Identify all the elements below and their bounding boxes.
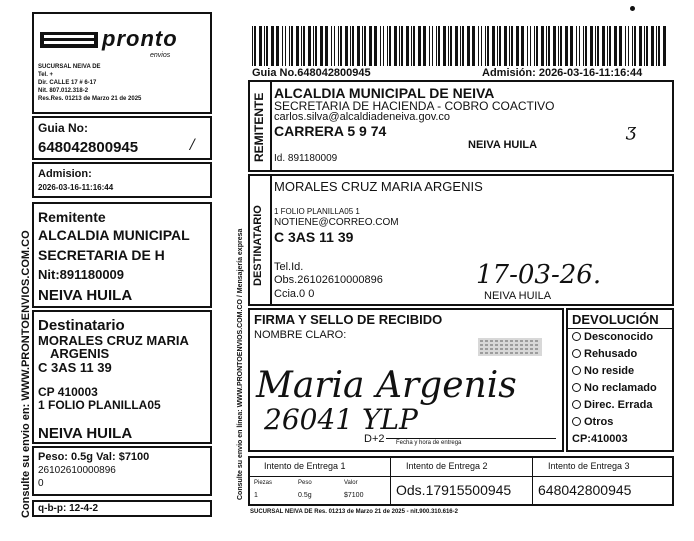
stub-sender-line1: ALCALDIA MUNICIPAL (38, 227, 190, 243)
signature-date-line (386, 438, 556, 439)
signature-name-label: NOMBRE CLARO: (254, 329, 347, 341)
attempt-1: Intento de Entrega 1 (264, 461, 346, 471)
ods-number: Ods.17915500945 (396, 482, 512, 498)
main-admission-line: Admisión: 2026-03-16-11:16:44 (482, 67, 643, 79)
stub-weight-zero: 0 (38, 478, 44, 489)
pieces-header-1: Peso (298, 480, 312, 486)
sender-city: NEIVA HUILA (468, 139, 538, 151)
devolution-divider (568, 328, 672, 329)
main-recipient-box (248, 174, 674, 306)
stub-recipient-box (32, 310, 212, 444)
branch-line3: Dir. CALLE 17 # 6-17 (38, 80, 97, 86)
devolution-option-no-reclamado[interactable]: No reclamado (572, 383, 657, 394)
attempts-divider-1 (390, 458, 391, 504)
sender-handwritten-mark: ʒ (626, 120, 637, 141)
recipient-address: C 3AS 11 39 (274, 229, 354, 245)
stub-recipient-name2: ARGENIS (50, 346, 110, 361)
branch-line2: Tel. + (38, 72, 54, 78)
recipient-name: MORALES CRUZ MARIA ARGENIS (274, 179, 483, 194)
speck-dot (630, 6, 635, 11)
attempt-3: Intento de Entrega 3 (548, 461, 630, 471)
stub-weight-code: 26102610000896 (38, 465, 116, 476)
stub-recipient-folio: 1 FOLIO PLANILLA05 (38, 398, 161, 412)
signature-hand-line1: Maria Argenis (256, 365, 517, 406)
sender-email: carlos.silva@alcaldiadeneiva.gov.co (274, 111, 451, 123)
stub-recipient-address: C 3AS 11 39 (38, 360, 112, 375)
stub-admission-box (32, 162, 212, 198)
pieces-value-0: 1 (254, 492, 258, 499)
stub-weight-box (32, 446, 212, 496)
recipient-city: NEIVA HUILA (484, 290, 552, 302)
signature-title: FIRMA Y SELLO DE RECIBIDO (254, 312, 443, 327)
main-guide-line: Guia No.648042800945 (252, 67, 371, 79)
signature-hand-line2: 26041 YLP (264, 403, 418, 436)
signature-d2: D+2 (364, 433, 385, 445)
stub-recipient-city: NEIVA HUILA (38, 425, 133, 442)
stub-recipient-label: Destinatario (38, 317, 125, 334)
devolution-option-desconocido[interactable]: Desconocido (572, 332, 653, 343)
stub-guide-number: 648042800945 (38, 139, 139, 156)
devolution-cp: CP:410003 (572, 433, 628, 445)
logo-subtext: envios (150, 52, 171, 59)
branch-line1: SUCURSAL NEIVA DE (38, 64, 101, 70)
stub-handwritten-mark: / (190, 137, 195, 153)
recipient-tel: Tel.Id. (274, 261, 304, 273)
attempts-h-divider (250, 476, 672, 477)
attempt-2: Intento de Entrega 2 (406, 461, 488, 471)
sender-side-label: REMITENTE (252, 92, 266, 162)
attempts-box (248, 456, 674, 506)
stub-footer: q-b-p: 12-4-2 (38, 503, 98, 514)
stub-footer-box (32, 500, 212, 517)
stub-sender-city: NEIVA HUILA (38, 287, 133, 304)
pieces-value-1: 0.5g (298, 492, 312, 499)
recipient-email: NOTIENE@CORREO.COM (274, 217, 399, 228)
main-sender-box (248, 80, 674, 172)
stub-sender-nit: Nit:891180009 (38, 267, 125, 282)
pieces-header-0: Piezas (254, 480, 273, 486)
recipient-side-label: DESTINATARIO (252, 205, 264, 286)
sender-address: CARRERA 5 9 74 (274, 123, 387, 139)
recipient-folio: 1 FOLIO PLANILLA05 1 (274, 207, 360, 216)
recipient-ccia: Ccia.0 0 (274, 288, 315, 300)
signature-box (248, 308, 564, 452)
stub-guide-box (32, 116, 212, 160)
stub-sender-label: Remitente (38, 209, 106, 225)
stub-sender-line2: SECRETARIA DE H (38, 247, 165, 263)
main-vertical-text: Consulte su envio en línea: WWW.PRONTOENVIOS.COM.CO / Mensajería expresa (237, 228, 244, 500)
stub-vertical-text: Consulte su envio en: WWW.PRONTOENVIOS.COM.CO (20, 230, 32, 518)
barcode (250, 26, 672, 66)
devolution-option-direc-errada[interactable]: Direc. Errada (572, 400, 652, 411)
sender-line1: ALCALDIA MUNICIPAL DE NEIVA (274, 85, 495, 101)
stub-guide-label: Guia No: (38, 121, 88, 135)
recipient-handwritten-date: 17-03-26. (476, 260, 602, 290)
signature-fine-print: Fecha y hora de entrega (396, 440, 462, 446)
sender-id: Id. 891180009 (274, 153, 338, 164)
stub-admission-label: Admision: (38, 168, 92, 180)
devolution-option-rehusado[interactable]: Rehusado (572, 349, 637, 360)
devolution-option-no-reside[interactable]: No reside (572, 366, 634, 377)
stub-recipient-cp: CP 410003 (38, 385, 98, 399)
sender-line2: SECRETARIA DE HACIENDA - COBRO COACTIVO (274, 99, 555, 113)
pieces-header-2: Valor (344, 480, 358, 486)
branch-line4: Nit. 807.012.318-2 (38, 88, 89, 94)
devolution-box (566, 308, 674, 452)
stub-admission-value: 2026-03-16-11:16:44 (38, 183, 114, 192)
attempts-divider-2 (532, 458, 533, 504)
stub-recipient-name1: MORALES CRUZ MARIA (38, 333, 189, 348)
guide-box-number: 648042800945 (538, 482, 632, 498)
logo-text: pronto (102, 26, 178, 51)
stub-sender-box (32, 202, 212, 308)
devolution-title: DEVOLUCIÓN (572, 312, 659, 327)
recipient-obs: Obs.26102610000896 (274, 274, 383, 286)
devolution-option-otros[interactable]: Otros (572, 417, 613, 428)
branch-line5: Res.Res. 01213 de Marzo 21 de 2025 (38, 96, 142, 102)
branch-box (32, 12, 212, 114)
stub-weight-line: Peso: 0.5g Val: $7100 (38, 451, 150, 463)
main-footer: SUCURSAL NEIVA DE Res. 01213 de Marzo 21 de 2025 - nit.900.310.616-2 (250, 509, 458, 515)
signature-stamp-blur (478, 336, 542, 358)
pieces-value-2: $7100 (344, 492, 364, 499)
